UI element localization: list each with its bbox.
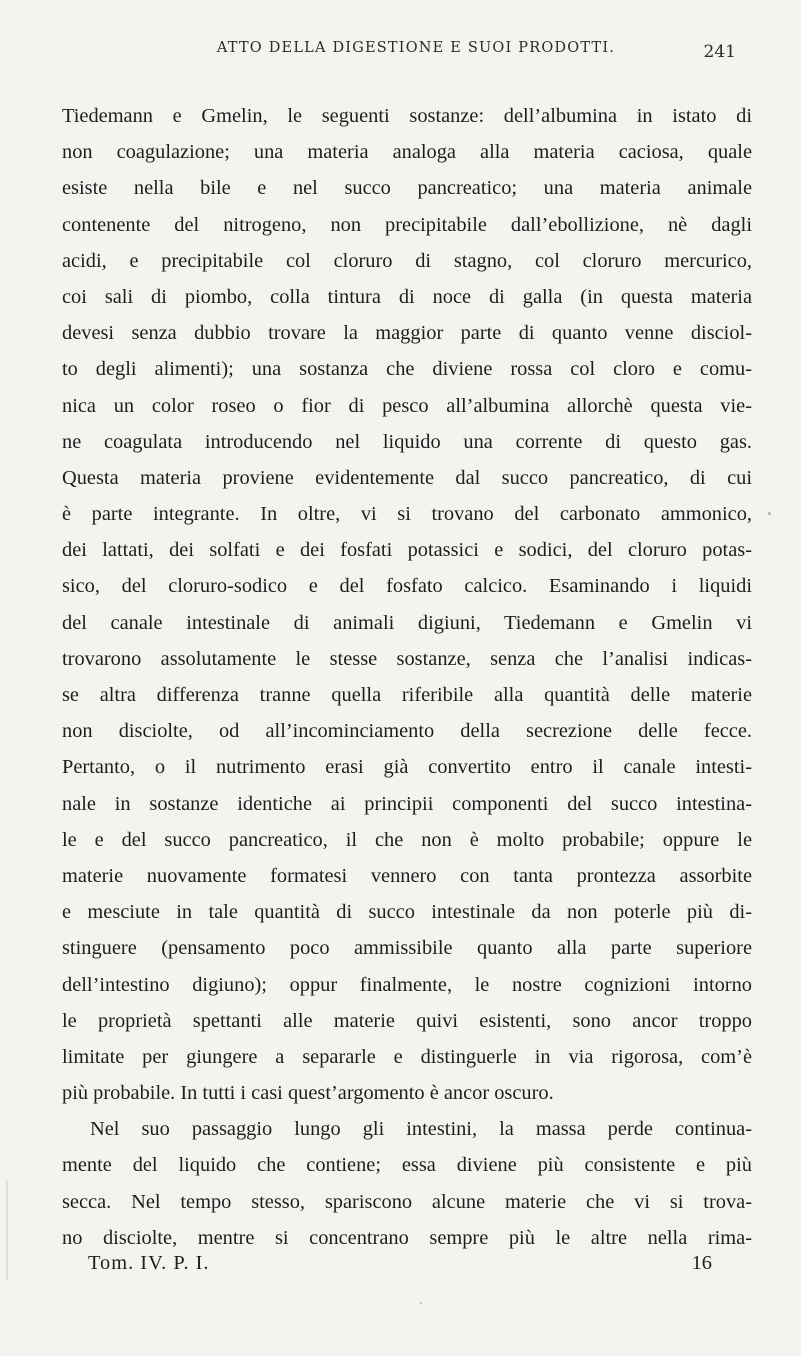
- paragraph-start-line: Nel suo passaggio lungo gli intestini, la massa perde continua-: [90, 1118, 752, 1141]
- text-line: esiste nella bile e nel succo pancreatico; una materia animale: [62, 177, 752, 200]
- text-line: del canale intestinale di animali digiuni, Tiedemann e Gmelin vi: [62, 611, 752, 634]
- body-text: [62, 98, 752, 1256]
- text-line: le proprietà spettanti alle materie quivi esistenti, sono ancor troppo: [62, 1009, 752, 1032]
- text-line: acidi, e precipitabile col cloruro di stagno, col cloruro mercurico,: [62, 249, 752, 272]
- text-line: nale in sostanze identiche ai principii componenti del succo intestina-: [62, 792, 752, 815]
- text-line: Questa materia proviene evidentemente dal succo pancreatico, di cui: [62, 466, 752, 489]
- text-line: trovarono assolutamente le stesse sostanze, senza che l’analisi indicas-: [62, 647, 752, 670]
- text-line: sico, del cloruro-sodico e del fosfato calcico. Esaminando i liquidi: [62, 575, 752, 598]
- text-line: Pertanto, o il nutrimento erasi già convertito entro il canale intesti-: [62, 756, 752, 779]
- text-line: non disciolte, od all’incominciamento della secrezione delle fecce.: [62, 720, 752, 743]
- page-footer: [88, 1252, 726, 1288]
- text-line: dell’intestino digiuno); oppur finalmente, le nostre cognizioni intorno: [62, 973, 752, 996]
- text-line: stinguere (pensamento poco ammissibile quanto alla parte superiore: [62, 937, 752, 960]
- margin-shadow: [6, 1180, 8, 1280]
- running-head: [96, 40, 736, 70]
- text-line: nica un color roseo o fior di pesco all’albumina allorchè questa vie-: [62, 394, 752, 417]
- page-number: 241: [703, 42, 736, 62]
- signature-line: Tom. IV. P. I.: [88, 1252, 210, 1274]
- text-line: contenente del nitrogeno, non precipitabile dall’ebollizione, nè dagli: [62, 213, 752, 236]
- text-line: no disciolte, mentre si concentrano sempre più le altre nella rima-: [62, 1226, 752, 1249]
- text-line: non coagulazione; una materia analoga alla materia caciosa, quale: [62, 141, 752, 164]
- text-line: mente del liquido che contiene; essa diviene più consistente e più: [62, 1154, 752, 1177]
- signature-mark: 16: [691, 1252, 712, 1274]
- text-line: materie nuovamente formatesi vennero con tanta prontezza assorbite: [62, 864, 752, 887]
- text-line: è parte integrante. In oltre, vi si trovano del carbonato ammonico,: [62, 503, 752, 526]
- text-line: dei lattati, dei solfati e dei fosfati potassici e sodici, del cloruro potas-: [62, 539, 752, 562]
- text-line: limitate per giungere a separarle e distinguerle in via rigorosa, com’è: [62, 1045, 752, 1068]
- text-line: to degli alimenti); una sostanza che diviene rossa col cloro e comu-: [62, 358, 752, 381]
- text-line: secca. Nel tempo stesso, spariscono alcune materie che vi si trova-: [62, 1190, 752, 1213]
- text-line: le e del succo pancreatico, il che non è molto probabile; oppure le: [62, 828, 752, 851]
- paper-speck: [768, 512, 771, 515]
- paragraph-end-line: più probabile. In tutti i casi quest’argomento è ancor oscuro.: [62, 1082, 554, 1105]
- text-line: se altra differenza tranne quella riferibile alla quantità delle materie: [62, 684, 752, 706]
- text-line: e mesciute in tale quantità di succo intestinale da non poterle più di-: [62, 901, 752, 924]
- text-line: coi sali di piombo, colla tintura di noce di galla (in questa materia: [62, 285, 752, 308]
- paper-speck: [420, 1302, 422, 1304]
- text-line: ne coagulata introducendo nel liquido una corrente di questo gas.: [62, 430, 752, 453]
- running-title: ATTO DELLA DIGESTIONE E SUOI PRODOTTI.: [216, 40, 616, 56]
- text-line: Tiedemann e Gmelin, le seguenti sostanze: dell’albumina in istato di: [62, 105, 752, 127]
- text-line: devesi senza dubbio trovare la maggior parte di quanto venne disciol-: [62, 322, 752, 345]
